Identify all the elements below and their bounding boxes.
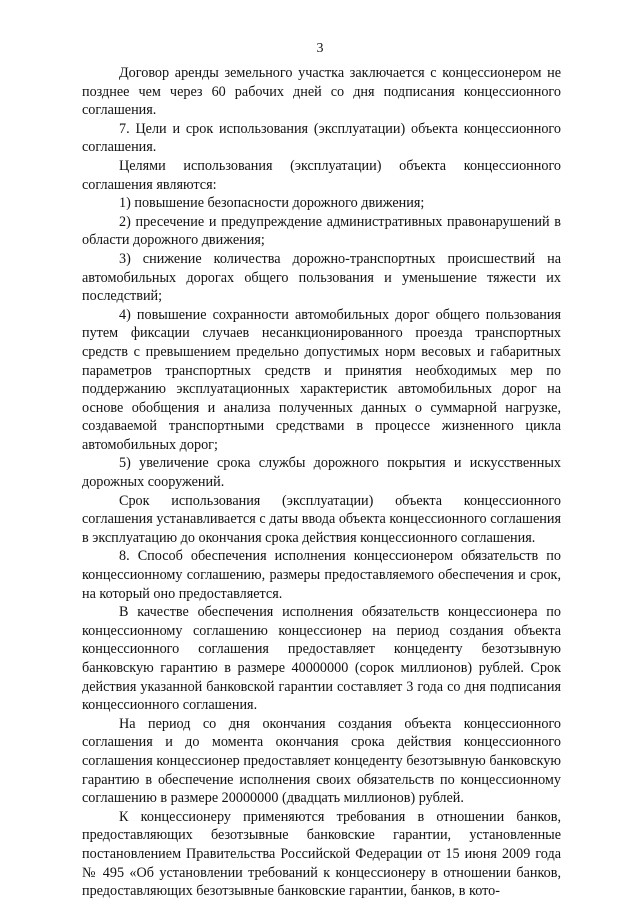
list-item-goal-2: 2) пресечение и предупреждение административных правонарушений в области дорожного движения; [82,213,561,249]
paragraph-usage-term: Срок использования (эксплуатации) объекта концессионного соглашения устанавливается с даты ввода объекта концессионного соглашения в эксплуатацию до окончания срока действия концессионного соглашения. [82,492,561,546]
paragraph-bank-requirements: К концессионеру применяются требования в отношении банков, предоставляющих безотзывные банковские гарантии, установленные постановлением Правительства Российской Федерации от 15 июня 2009 года № 495 «Об установлении требований к концессионеру в отношении банков, предоставляющих безотзывные банковские гарантии, банков, в кото- [82,808,561,900]
list-item-goal-5: 5) увеличение срока службы дорожного покрытия и искусственных дорожных сооружений. [82,455,561,491]
section-8-heading: 8. Способ обеспечения исполнения концессионером обязательств по концессионному соглашению, размеры предоставляемого обеспечения и срок, на который оно предоставляется. [82,548,561,602]
list-item-goal-3: 3) снижение количества дорожно-транспортных происшествий на автомобильных дорогах общего пользования и уменьшение тяжести их последствий; [82,250,561,305]
list-item-goal-4: 4) повышение сохранности автомобильных дорог общего пользования путем фиксации случаев несанкционированного проезда транспортных средств с превышением предельно допустимых норм весовых и габаритных параметров транспортных средств и принятия необходимых мер по поддержанию эксплуатационных характеристик автомобильных дорог на основе обобщения и анализа полученных данных о суммарной нагрузке, создаваемой транспортными средствами в процессе жизненного цикла автомобильных дорог; [82,306,561,453]
section-7-heading: 7. Цели и срок использования (эксплуатации) объекта концессионного соглашения. [82,120,561,156]
paragraph-guarantee-construction: В качестве обеспечения исполнения обязательств концессионера по концессионному соглашению концессионер на период создания объекта концессионного соглашения предоставляет концеденту безотзывную банковскую гарантию в размере 40000000 (сорок миллионов) рублей. Срок действия указанной банковской гарантии составляет 3 года со дня подписания концессионного соглашения. [82,604,561,714]
paragraph-guarantee-operation: На период со дня окончания создания объекта концессионного соглашения и до момента окончания срока действия концессионного соглашения концессионер предоставляет концеденту безотзывную банковскую гарантию в обеспечение исполнения своих обязательств по концессионному соглашению в размере 20000000 (двадцать миллионов) рублей. [82,715,561,807]
document-body [82,64,561,901]
list-item-goal-1: 1) повышение безопасности дорожного движения; [119,195,425,212]
page-number: 3 [316,41,324,56]
paragraph-lease-agreement: Договор аренды земельного участка заключается с концессионером не позднее чем через 60 рабочих дней со дня подписания концессионного соглашения. [82,65,561,119]
paragraph-goals-intro: Целями использования (эксплуатации) объекта концессионного соглашения являются: [82,157,561,193]
